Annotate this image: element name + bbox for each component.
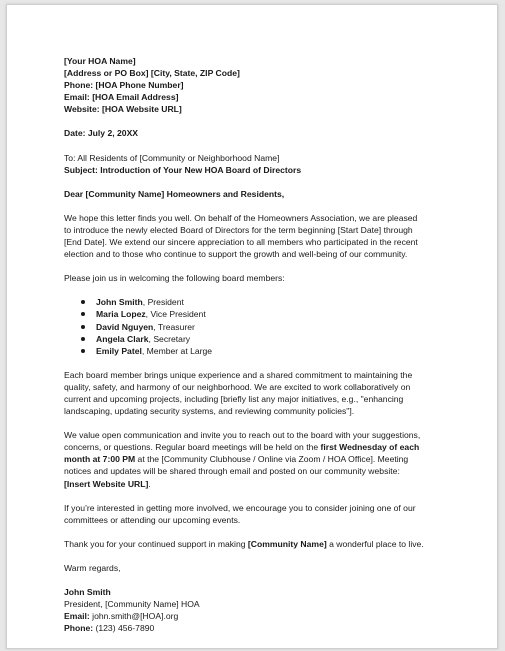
paragraph-line: If you’re interested in getting more involved, we encourage you to consider joining one of our xyxy=(64,502,416,513)
paragraph-line: committees or attending our upcoming events. xyxy=(64,514,241,525)
signature-phone xyxy=(64,622,449,634)
list-item xyxy=(81,308,449,320)
paragraph-line: quality, safety, and harmony of our neighborhood. We are excited to work collaboratively on xyxy=(64,381,411,392)
meeting-time: 7:00 PM xyxy=(102,454,136,465)
thanks-text: Thank you for your continued support in making xyxy=(64,538,248,549)
sender-website-label: Website: xyxy=(64,104,100,115)
meeting-month: month at xyxy=(64,454,103,465)
website-placeholder: [Insert Website URL] xyxy=(64,478,149,489)
letter-page xyxy=(6,4,498,649)
meeting-day: first Wednesday of each xyxy=(320,442,420,453)
letter-date: Date: July 2, 20XX xyxy=(64,128,139,139)
recipient-line: To: All Residents of [Community or Neighborhood Name] xyxy=(64,152,280,163)
bullet-icon xyxy=(81,325,85,329)
sender-phone-value: [HOA Phone Number] xyxy=(95,80,184,91)
member-name: John Smith xyxy=(96,297,143,308)
period: . xyxy=(148,478,151,489)
signature-phone-label: Phone: xyxy=(64,623,94,634)
paragraph-line xyxy=(64,441,449,453)
sender-email-label: Email: xyxy=(64,92,90,103)
paragraph-line: current and upcoming projects, including [briefly list any major initiatives, e.g., "enhancing xyxy=(64,393,404,404)
closing: Warm regards, xyxy=(64,562,121,573)
sender-email xyxy=(64,91,449,103)
sender-name: [Your HOA Name] xyxy=(64,56,136,66)
member-name: David Nguyen xyxy=(96,321,154,332)
list-item xyxy=(81,333,449,345)
paragraph-thanks xyxy=(64,538,449,550)
sender-phone-label: Phone: xyxy=(64,80,94,91)
signature-email-value: john.smith@[HOA].org xyxy=(89,611,179,622)
paragraph-line: election and to those who continue to support the growth and well-being of our community. xyxy=(64,249,408,260)
member-role: , President xyxy=(142,297,184,308)
sender-address: [Address or PO Box] [City, State, ZIP Code] xyxy=(64,68,240,79)
list-item xyxy=(81,321,449,333)
paragraph-commitment xyxy=(64,369,449,417)
signature-name: John Smith xyxy=(64,587,111,597)
meeting-text: concerns, or questions. Regular board meetings will be held on the xyxy=(64,442,321,453)
paragraph-line xyxy=(64,478,449,490)
sender-phone xyxy=(64,79,449,91)
subject-line: Subject: Introduction of Your New HOA Board of Directors xyxy=(64,164,302,175)
paragraph-line: [End Date]. We extend our sincere appreciation to all members who participated in the recent xyxy=(64,237,418,248)
paragraph-involvement xyxy=(64,502,449,526)
paragraph-intro xyxy=(64,212,449,260)
list-item xyxy=(81,345,449,357)
member-role: , Member at Large xyxy=(141,345,213,356)
signature-email-label: Email: xyxy=(64,611,90,622)
paragraph-line: notices and updates will be shared through email and posted on our community website: xyxy=(64,466,400,477)
member-role: , Vice President xyxy=(145,309,206,320)
member-role: , Treasurer xyxy=(153,321,195,332)
salutation: Dear [Community Name] Homeowners and Residents, xyxy=(64,188,285,199)
sender-website xyxy=(64,103,449,115)
list-item xyxy=(81,296,449,308)
member-role: , Secretary xyxy=(148,333,191,344)
member-name: Angela Clark xyxy=(96,333,149,344)
paragraph-line: We hope this letter finds you well. On behalf of the Homeowners Association, we are pleased xyxy=(64,212,418,223)
sender-website-value: [HOA Website URL] xyxy=(102,104,182,115)
bullet-icon xyxy=(81,349,85,353)
community-name: [Community Name] xyxy=(247,538,327,549)
bullet-icon xyxy=(81,312,85,316)
paragraph-line xyxy=(64,453,449,465)
paragraph-line: We value open communication and invite you to reach out to the board with your suggestions, xyxy=(64,430,421,441)
paragraph-meetings xyxy=(64,429,449,489)
bullet-icon xyxy=(81,337,85,341)
members-intro: Please join us in welcoming the following board members: xyxy=(64,273,285,284)
paragraph-line: to introduce the newly elected Board of Directors for the term beginning [Start Date] through xyxy=(64,224,413,235)
signature-phone-value: (123) 456-7890 xyxy=(93,623,155,634)
board-members-list xyxy=(64,296,449,356)
signature-title: President, [Community Name] HOA xyxy=(64,599,200,610)
thanks-end: a wonderful place to live. xyxy=(326,538,424,549)
paragraph-line: Each board member brings unique experience and a shared commitment to maintaining the xyxy=(64,369,413,380)
member-name: Maria Lopez xyxy=(96,309,146,320)
letter-body xyxy=(64,55,449,634)
bullet-icon xyxy=(81,300,85,304)
meeting-location: at the [Community Clubhouse / Online via Zoom / HOA Office]. Meeting xyxy=(135,454,409,465)
paragraph-line: landscaping, updating security systems, and reviewing community policies"]. xyxy=(64,406,355,417)
signature-email xyxy=(64,610,449,622)
member-name: Emily Patel xyxy=(96,345,142,356)
sender-email-value: [HOA Email Address] xyxy=(92,92,179,103)
